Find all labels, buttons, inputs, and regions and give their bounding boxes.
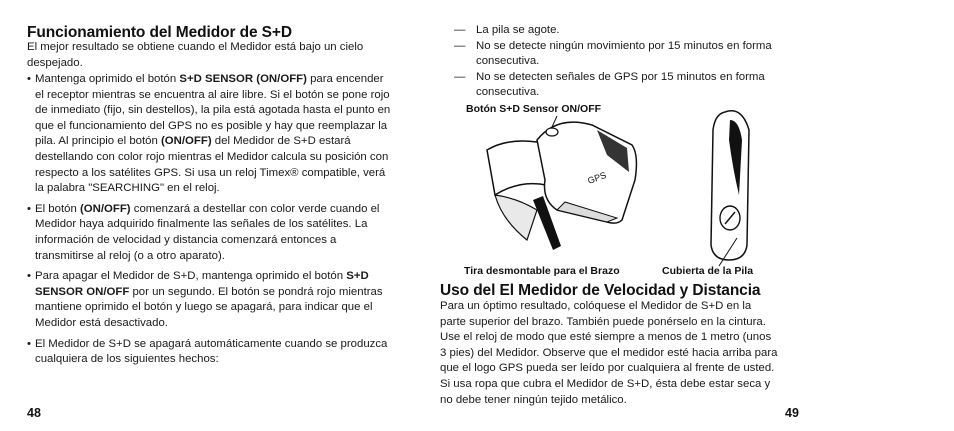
callout-label-button: Botón S+D Sensor ON/OFF (466, 103, 602, 115)
list-item-bold: (ON/OFF) (161, 135, 212, 148)
list-item (27, 72, 392, 197)
gps-logo: GPS (586, 169, 608, 186)
list-item-text: comenzará a destellar con color verde cuando el Medidor haya adquirido finalmente las señales de los satélites. La información de velocidad y distancia comenzará entonces a transmitirse al reloj (o a otro aparato). (35, 202, 380, 262)
list-item-bold: S+D SENSOR (ON/OFF) (179, 73, 307, 85)
strap-inner (495, 195, 537, 240)
list-item-text: para encender el receptor mientras se encuentra al aire libre. Si el botón se pone rojo de inmediato (fijo, sin destellos), la pila está agotada hasta el punto en que el funcionamiento del GPS no es posible y hay que reemplazar la pila. Al principio el botón (35, 73, 391, 148)
list-item-text: El Medidor de S+D se apagará automáticamente cuando se produzca cualquiera de los siguientes hechos: (35, 337, 388, 366)
callout-label-strap: Tira desmontable para el Brazo (464, 265, 620, 277)
list-item-text: por un segundo. El botón se pondrá rojo mientras mantiene oprimido el botón y luego se apagará, para indicar que el Medidor está desactivado. (35, 285, 383, 329)
list-item-text: del Medidor de S+D estará destellando con color rojo mientras el Medidor calcula su posición con respecto a los satélites GPS. Si usa un reloj Timex® compatible, verá la palabra "SEARCHING" en el reloj. (35, 135, 389, 195)
list-item-text: El botón (35, 202, 80, 215)
usage-paragraph: Para un óptimo resultado, colóquese el Medidor de S+D en la parte superior del brazo. También puede ponérselo en la cintura. Use el reloj de modo que esté siempre a menos de 1 metro (unos 3 pies) del Medidor. Observe que el medidor esté hacia arriba para que el logo GPS pueda ser leído por cualquiera al frente de usted. Si usa ropa que cubra el Medidor de S+D, ésta debe estar seca y no debe tener ningún tejido metálico. (440, 300, 778, 406)
page-number: 48 (27, 406, 41, 420)
instruction-list (27, 72, 392, 373)
device-illustration (457, 100, 797, 275)
section-heading-usage: Uso del El Medidor de Velocidad y Distancia (440, 282, 761, 299)
page-number: 49 (785, 406, 799, 420)
intro-paragraph: El mejor resultado se obtiene cuando el Medidor está bajo un cielo despejado. (27, 41, 364, 69)
sensor-body (537, 122, 636, 223)
callout-label-battery-cover: Cubierta de la Pila (662, 265, 754, 277)
list-item (27, 337, 392, 368)
list-item: — No se detecten señales de GPS por 15 minutos en forma consecutiva. (454, 70, 799, 101)
list-item-text: Mantenga oprimido el botón (35, 73, 180, 85)
list-item (27, 269, 392, 331)
list-item (27, 202, 392, 264)
list-item-text: Para apagar el Medidor de S+D, mantenga oprimido el botón (35, 270, 347, 283)
shutdown-conditions-list (454, 23, 799, 101)
list-item-bold: (ON/OFF) (79, 202, 131, 215)
list-item: — La pila se agote. (454, 23, 799, 39)
on-off-button-icon (546, 128, 558, 136)
right-page (440, 0, 954, 431)
section-heading-operation: Funcionamiento del Medidor de S+D (27, 24, 292, 41)
list-item-bold: S+D SENSOR ON/OFF (35, 270, 369, 298)
list-item: — No se detecte ningún movimiento por 15 minutos en forma consecutiva. (454, 39, 799, 70)
